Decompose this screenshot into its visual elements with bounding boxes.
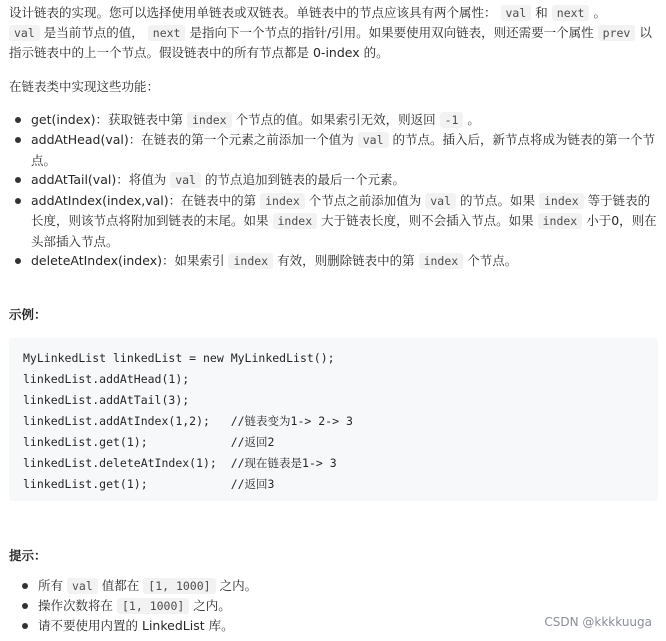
- hint-text: 所有: [38, 578, 64, 593]
- hint-text: 请不要使用内置的 LinkedList 库。: [38, 618, 234, 633]
- code-line: linkedList.addAtHead(1);: [23, 372, 190, 386]
- example-code-block: [9, 338, 658, 501]
- hint-text: 之内。: [193, 598, 231, 613]
- hint-item: [38, 576, 257, 596]
- watermark: CSDN @kkkkuuga: [544, 615, 652, 629]
- code-range: [1, 1000]: [117, 598, 189, 614]
- hints-heading: 提示：: [9, 548, 47, 563]
- code-line: linkedList.deleteAtIndex(1); //现在链表是1-> 3: [23, 456, 337, 470]
- method-text: 的节点追加到链表的最后一个元素。: [204, 172, 405, 187]
- method-text: addAtIndex(index,val)：在链表中的第: [31, 192, 257, 208]
- intro-paragraph: [9, 0, 659, 63]
- code-val: val: [170, 172, 201, 188]
- method-text: 有效，则删除链表中的第: [277, 253, 415, 268]
- method-text: 。: [467, 111, 480, 127]
- code-index: index: [273, 213, 318, 229]
- method-text: 个节点。: [467, 253, 518, 268]
- method-text: 等于链表的长度，则该节点将附加到链表的末尾。如果: [31, 192, 651, 228]
- intro-text: 。: [593, 5, 606, 20]
- method-text: 个节点之前添加值为: [308, 192, 422, 208]
- methods-intro: 在链表类中实现这些功能：: [9, 79, 160, 94]
- hint-text: 值都在: [101, 578, 140, 593]
- code-line: MyLinkedList linkedList = new MyLinkedList();: [23, 351, 335, 365]
- code-index: index: [538, 213, 583, 229]
- code-val: val: [501, 5, 532, 21]
- methods-list: [9, 110, 659, 272]
- method-text: addAtTail(val)：将值为: [31, 172, 167, 187]
- code-next: next: [552, 5, 590, 21]
- code-val: val: [67, 578, 98, 594]
- code-line: linkedList.addAtIndex(1,2); //链表变为1-> 2-> 3: [23, 414, 353, 428]
- method-text: addAtHead(val)：在链表的第一个元素之前添加一个值为: [31, 132, 354, 147]
- code-val: val: [425, 193, 456, 209]
- hint-text: 之内。: [219, 578, 258, 593]
- code-line: linkedList.get(1); //返回2: [23, 435, 275, 449]
- intro-text: 和: [535, 5, 548, 20]
- method-text: 个节点的值。如果索引无效，则返回: [235, 111, 436, 127]
- hint-item: [38, 596, 257, 616]
- code-val: val: [9, 25, 40, 41]
- code-prev: prev: [598, 25, 636, 41]
- hint-text: 操作次数将在: [38, 598, 114, 613]
- intro-text: 以指示链表中的上一个节点。假设链表中的所有节点都是 0-index 的。: [9, 25, 652, 60]
- method-add-at-head: [31, 130, 659, 170]
- intro-text: 是指向下一个节点的指针/引用。如果要使用双向链表，则还需要一个属性: [189, 25, 594, 40]
- method-delete-at-index: [31, 251, 659, 272]
- intro-text: 设计链表的实现。您可以选择使用单链表或双链表。单链表中的节点应该具有两个属性：: [9, 5, 497, 20]
- code-line: linkedList.get(1); //返回3: [23, 477, 275, 491]
- method-get: [31, 110, 659, 131]
- method-text: 大于链表长度，则不会插入节点。如果: [321, 213, 534, 228]
- code-index: index: [260, 193, 305, 209]
- example-heading: 示例：: [9, 307, 47, 322]
- code-index: index: [419, 253, 464, 269]
- code-index: index: [539, 193, 584, 209]
- code-val: val: [358, 132, 389, 148]
- intro-text: 是当前节点的值，: [43, 25, 144, 40]
- method-text: deleteAtIndex(index)：如果索引: [31, 253, 225, 268]
- method-text: 的节点。如果: [460, 192, 536, 208]
- hint-item: [38, 616, 257, 636]
- code-line: linkedList.addAtTail(3);: [23, 393, 190, 407]
- hints-list: [9, 576, 257, 636]
- code-minus-one: -1: [440, 112, 464, 128]
- method-text: get(index)：获取链表中第: [31, 111, 183, 127]
- method-text: 的节点。插入后，新节点将成为链表的第一个节点。: [31, 132, 655, 168]
- code-index: index: [187, 112, 232, 128]
- method-text: 小于0，则在头部插入节点。: [31, 213, 657, 249]
- code-range: [1, 1000]: [143, 578, 215, 594]
- method-add-at-tail: [31, 170, 659, 191]
- code-index: index: [228, 253, 273, 269]
- method-add-at-index: [31, 191, 659, 252]
- code-next: next: [148, 25, 186, 41]
